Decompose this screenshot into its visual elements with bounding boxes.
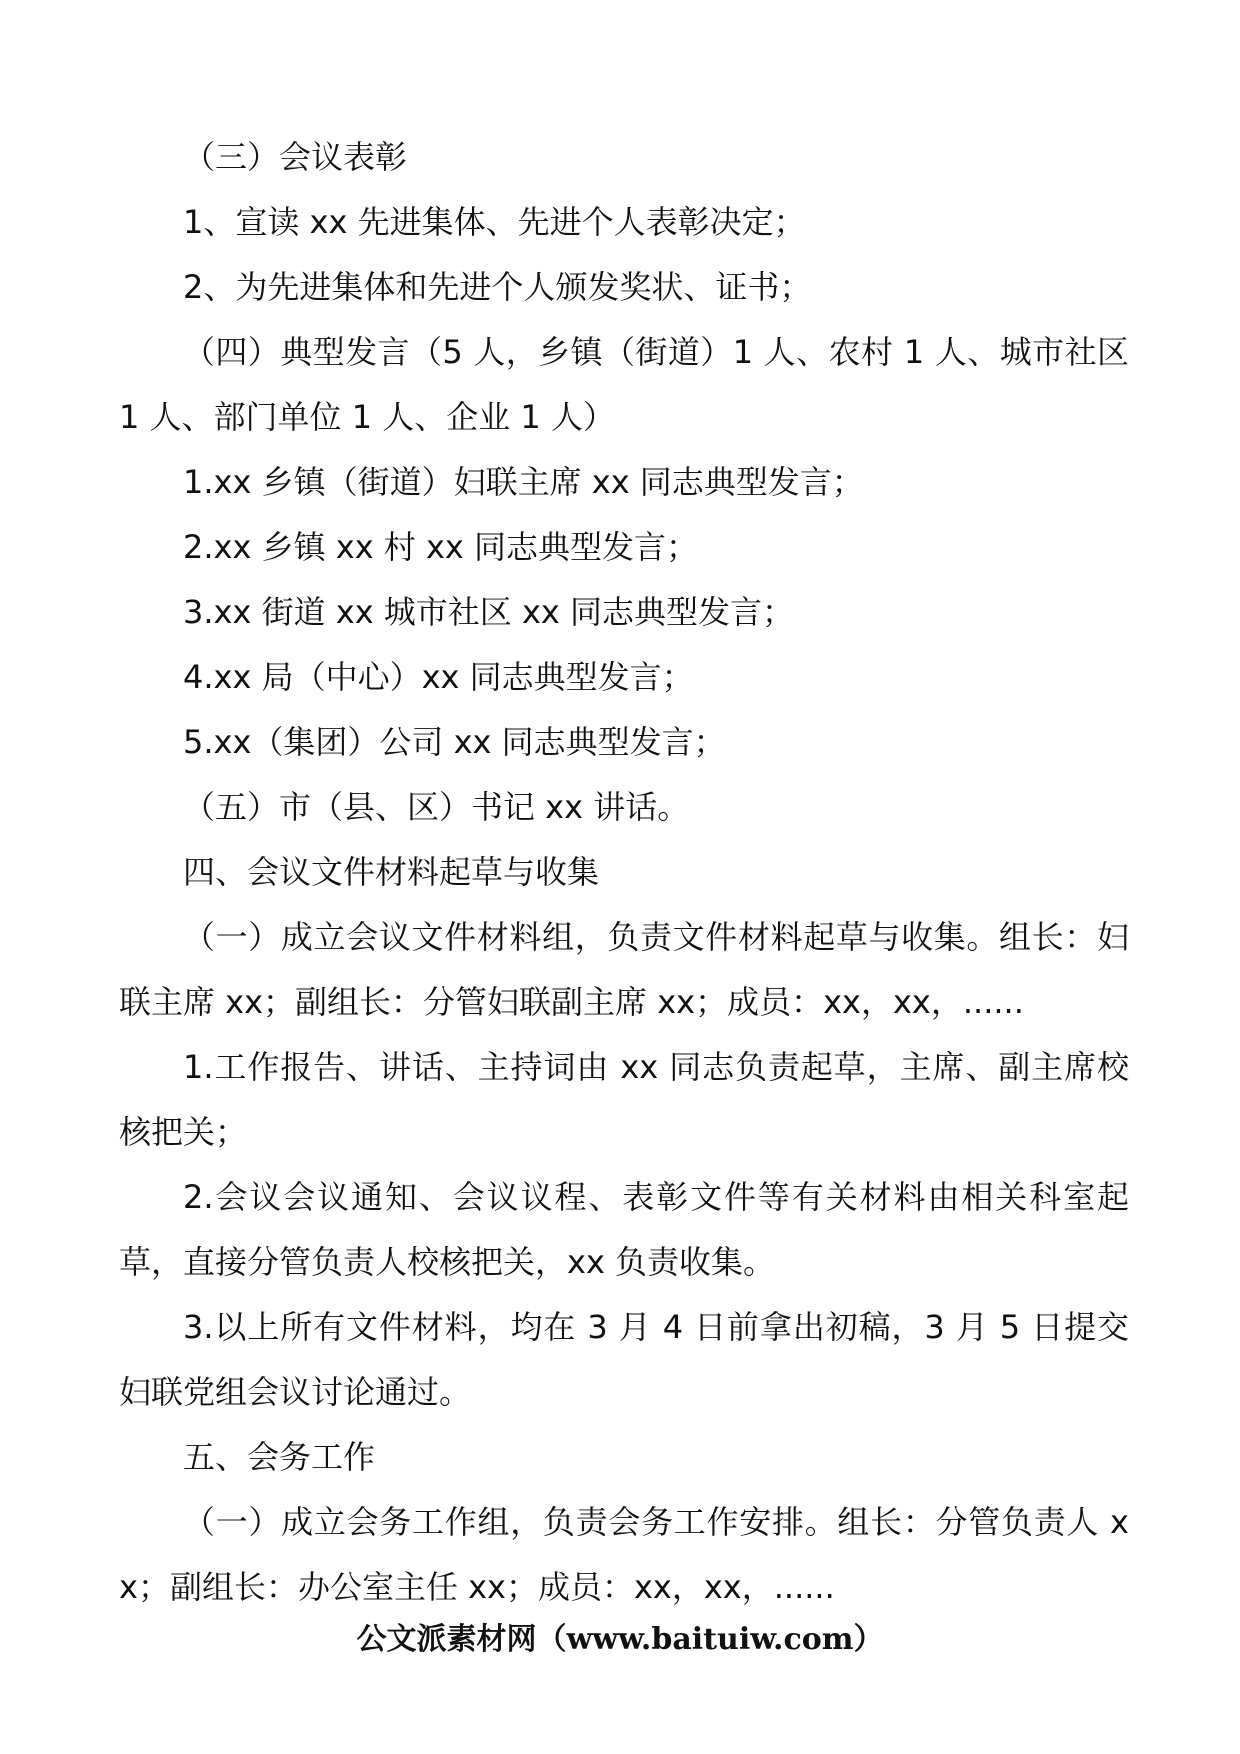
list-item: 2.会议会议通知、会议议程、表彰文件等有关材料由相关科室起草，直接分管负责人校核把关，xx 负责收集。: [119, 1178, 1129, 1281]
document-body: [119, 125, 1129, 1620]
list-item: 3.以上所有文件材料，均在 3 月 4 日前拿出初稿，3 月 5 日提交妇联党组会议讨论通过。: [119, 1308, 1129, 1411]
list-item: 4.xx 局（中心）xx 同志典型发言；: [183, 658, 694, 696]
paragraph-materials-group: （一）成立会议文件材料组，负责文件材料起草与收集。组长：妇联主席 xx；副组长：分管妇联副主席 xx；成员：xx，xx，......: [119, 918, 1129, 1021]
section-heading-conference-affairs: 五、会务工作: [183, 1438, 376, 1476]
footer-watermark: 公文派素材网（www.baituiw.com）: [356, 1622, 884, 1657]
list-item: 5.xx（集团）公司 xx 同志典型发言；: [183, 723, 726, 761]
paragraph-affairs-group: （一）成立会务工作组，负责会务工作安排。组长：分管负责人 xx；副组长：办公室主任 xx；成员：xx，xx，......: [119, 1503, 1129, 1606]
section-heading-secretary-speech: （五）市（县、区）书记 xx 讲话。: [183, 788, 690, 826]
list-item: 1.xx 乡镇（街道）妇联主席 xx 同志典型发言；: [183, 463, 864, 501]
list-item: 1.工作报告、讲话、主持词由 xx 同志负责起草，主席、副主席校核把关；: [119, 1048, 1129, 1151]
list-item: 3.xx 街道 xx 城市社区 xx 同志典型发言；: [183, 593, 795, 631]
list-item: 1、宣读 xx 先进集体、先进个人表彰决定；: [183, 203, 806, 241]
list-item: 2、为先进集体和先进个人颁发奖状、证书；: [183, 268, 812, 306]
section-heading-typical-speeches: （四）典型发言（5 人，乡镇（街道）1 人、农村 1 人、城市社区 1 人、部门单位 1 人、企业 1 人）: [119, 333, 1129, 436]
section-heading-document-drafting: 四、会议文件材料起草与收集: [183, 853, 600, 891]
list-item: 2.xx 乡镇 xx 村 xx 同志典型发言；: [183, 528, 699, 566]
section-heading-commendation: （三）会议表彰: [183, 138, 408, 176]
